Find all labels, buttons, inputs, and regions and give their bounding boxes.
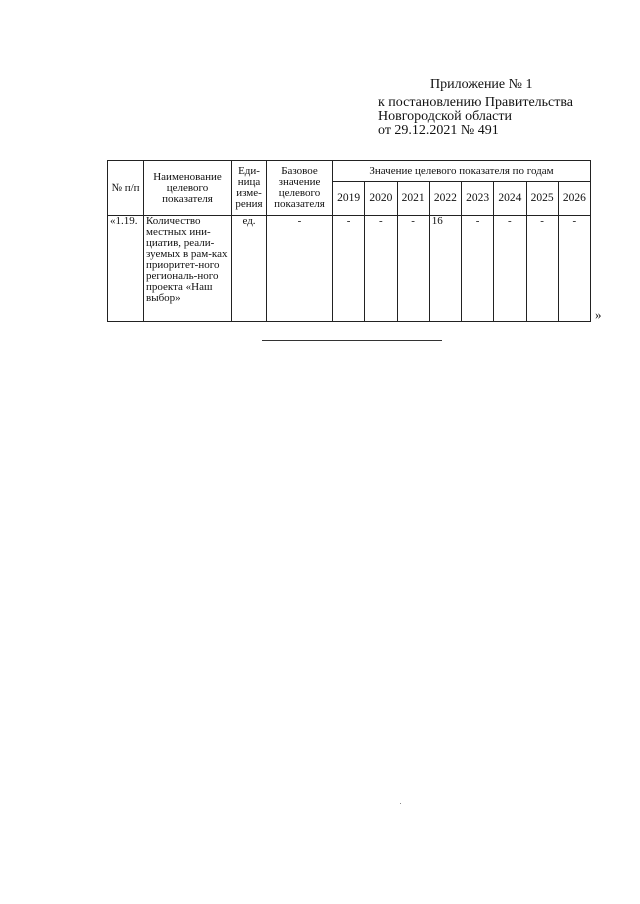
divider-line bbox=[262, 340, 442, 341]
row-value-2021: - bbox=[397, 216, 429, 322]
header-base-value: Базовое значение целевого показателя bbox=[267, 161, 333, 216]
header-year-2025: 2025 bbox=[526, 182, 558, 216]
header-unit: Еди-ница изме-рения bbox=[232, 161, 267, 216]
header-year-2021: 2021 bbox=[397, 182, 429, 216]
row-value-2026: - bbox=[558, 216, 590, 322]
header-year-2022: 2022 bbox=[429, 182, 461, 216]
annex-title: Приложение № 1 bbox=[430, 77, 533, 92]
row-value-2023: - bbox=[462, 216, 494, 322]
row-value-2020: - bbox=[365, 216, 397, 322]
annex-line-2: Новгородской области bbox=[378, 109, 512, 124]
header-year-2019: 2019 bbox=[333, 182, 365, 216]
row-unit: ед. bbox=[232, 216, 267, 322]
scan-speck bbox=[400, 803, 401, 804]
header-year-2023: 2023 bbox=[462, 182, 494, 216]
header-num: № п/п bbox=[108, 161, 144, 216]
row-value-2024: - bbox=[494, 216, 526, 322]
row-value-2025: - bbox=[526, 216, 558, 322]
row-value-2019: - bbox=[333, 216, 365, 322]
header-year-2020: 2020 bbox=[365, 182, 397, 216]
row-indicator-name: Количество местных ини-циатив, реали-зуемых в рам-ках приоритет-ного региональ-ного проекта «Наш выбор» bbox=[144, 216, 232, 322]
row-value-2022: 16 bbox=[429, 216, 461, 322]
header-years-group: Значение целевого показателя по годам bbox=[333, 161, 591, 182]
table-row bbox=[108, 216, 591, 322]
annex-line-3: от 29.12.2021 № 491 bbox=[378, 123, 499, 138]
header-year-2026: 2026 bbox=[558, 182, 590, 216]
annex-line-1: к постановлению Правительства bbox=[378, 95, 574, 110]
closing-quote: » bbox=[595, 307, 602, 322]
header-year-2024: 2024 bbox=[494, 182, 526, 216]
indicator-table bbox=[107, 160, 591, 322]
annex-header bbox=[378, 78, 618, 138]
header-indicator-name: Наименование целевого показателя bbox=[144, 161, 232, 216]
row-base-value: - bbox=[267, 216, 333, 322]
row-num: «1.19. bbox=[108, 216, 144, 322]
